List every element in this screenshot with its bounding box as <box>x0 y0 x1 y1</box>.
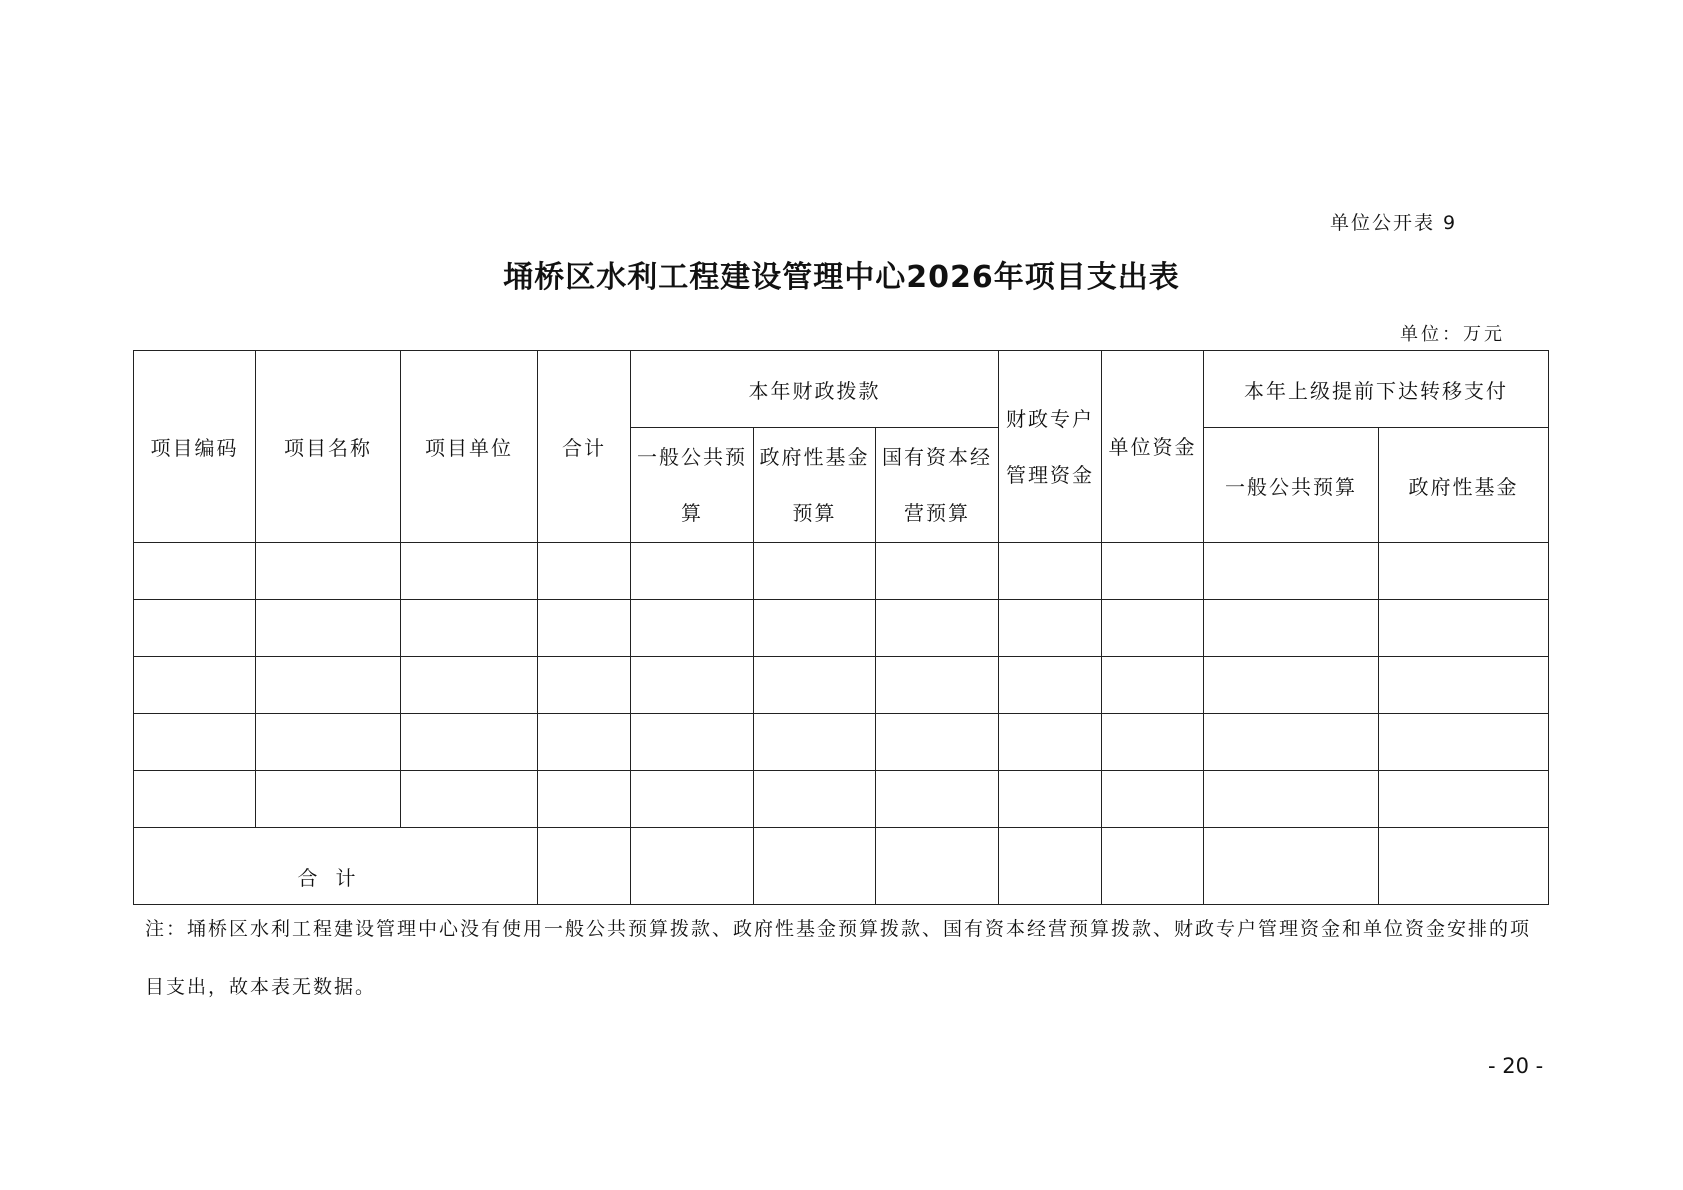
table-cell <box>538 714 631 771</box>
unit-label: 单位：万元 <box>1400 324 1505 345</box>
table-cell <box>999 771 1102 828</box>
header-special-account-funds: 财政专户管理资金 <box>999 351 1102 543</box>
table-cell <box>134 600 256 657</box>
table-cell <box>1204 543 1379 600</box>
header-project-code: 项目编码 <box>134 351 256 543</box>
page-number: - 20 - <box>1488 1054 1544 1078</box>
total-cell <box>754 828 876 905</box>
table-note: 注：埇桥区水利工程建设管理中心没有使用一般公共预算拨款、政府性基金预算拨款、国有资本经营预算拨款、财政专户管理资金和单位资金安排的项目支出，故本表无数据。 <box>145 918 1532 998</box>
header-unit-funds: 单位资金 <box>1102 351 1204 543</box>
table-cell <box>631 714 754 771</box>
table-cell <box>631 543 754 600</box>
table-cell <box>256 714 401 771</box>
table-cell <box>876 657 999 714</box>
table-row <box>134 771 1549 828</box>
header-project-name: 项目名称 <box>256 351 401 543</box>
table-cell <box>256 657 401 714</box>
page-title: 埇桥区水利工程建设管理中心2026年项目支出表 <box>503 260 1180 295</box>
table-cell <box>999 657 1102 714</box>
total-row <box>134 828 1549 905</box>
table-cell <box>134 714 256 771</box>
table-cell <box>401 657 538 714</box>
table-cell <box>1379 714 1549 771</box>
table-cell <box>754 714 876 771</box>
table-cell <box>538 771 631 828</box>
table-cell <box>876 714 999 771</box>
table-cell <box>538 657 631 714</box>
header-transfer-general-budget: 一般公共预算 <box>1204 428 1379 543</box>
table-cell <box>999 543 1102 600</box>
table-cell <box>1379 771 1549 828</box>
table-cell <box>401 714 538 771</box>
table-cell <box>754 543 876 600</box>
table-cell <box>256 771 401 828</box>
table-cell <box>876 543 999 600</box>
table-cell <box>1102 657 1204 714</box>
table-row <box>134 600 1549 657</box>
table-cell <box>401 543 538 600</box>
table-cell <box>256 543 401 600</box>
table-row <box>134 657 1549 714</box>
header-fiscal-state-capital-budget: 国有资本经营预算 <box>876 428 999 543</box>
total-cell <box>1204 828 1379 905</box>
table-cell <box>631 657 754 714</box>
table-cell <box>538 600 631 657</box>
table-cell <box>1204 714 1379 771</box>
total-cell <box>1102 828 1204 905</box>
table-cell <box>401 771 538 828</box>
total-cell <box>1379 828 1549 905</box>
table-cell <box>1379 600 1549 657</box>
table-cell <box>876 771 999 828</box>
header-transfer-gov-fund: 政府性基金 <box>1379 428 1549 543</box>
total-cell <box>999 828 1102 905</box>
form-number: 单位公开表 9 <box>1330 212 1458 234</box>
table-cell <box>754 600 876 657</box>
table-cell <box>256 600 401 657</box>
table-cell <box>754 657 876 714</box>
table-cell <box>134 543 256 600</box>
table-cell <box>134 771 256 828</box>
table-cell <box>631 771 754 828</box>
table-cell <box>1204 600 1379 657</box>
table-cell <box>1204 771 1379 828</box>
header-fiscal-appropriation: 本年财政拨款 <box>631 351 999 428</box>
table-cell <box>1204 657 1379 714</box>
table-cell <box>1379 657 1549 714</box>
table-cell <box>999 600 1102 657</box>
table-cell <box>1379 543 1549 600</box>
table-cell <box>631 600 754 657</box>
table-body <box>134 543 1549 828</box>
project-expenditure-table <box>133 350 1549 905</box>
table-cell <box>1102 543 1204 600</box>
table-cell <box>754 771 876 828</box>
total-cell <box>631 828 754 905</box>
header-fiscal-gov-fund-budget: 政府性基金预算 <box>754 428 876 543</box>
table-cell <box>999 714 1102 771</box>
header-advance-transfer-payment: 本年上级提前下达转移支付 <box>1204 351 1549 428</box>
table-cell <box>134 657 256 714</box>
total-label: 合计 <box>134 828 538 905</box>
header-fiscal-general-budget: 一般公共预算 <box>631 428 754 543</box>
table-cell <box>538 543 631 600</box>
table-cell <box>1102 771 1204 828</box>
table-cell <box>1102 714 1204 771</box>
total-cell <box>876 828 999 905</box>
table-row <box>134 543 1549 600</box>
table-cell <box>876 600 999 657</box>
table-cell <box>401 600 538 657</box>
header-project-unit: 项目单位 <box>401 351 538 543</box>
table-row <box>134 714 1549 771</box>
table-cell <box>1102 600 1204 657</box>
header-total: 合计 <box>538 351 631 543</box>
total-cell <box>538 828 631 905</box>
